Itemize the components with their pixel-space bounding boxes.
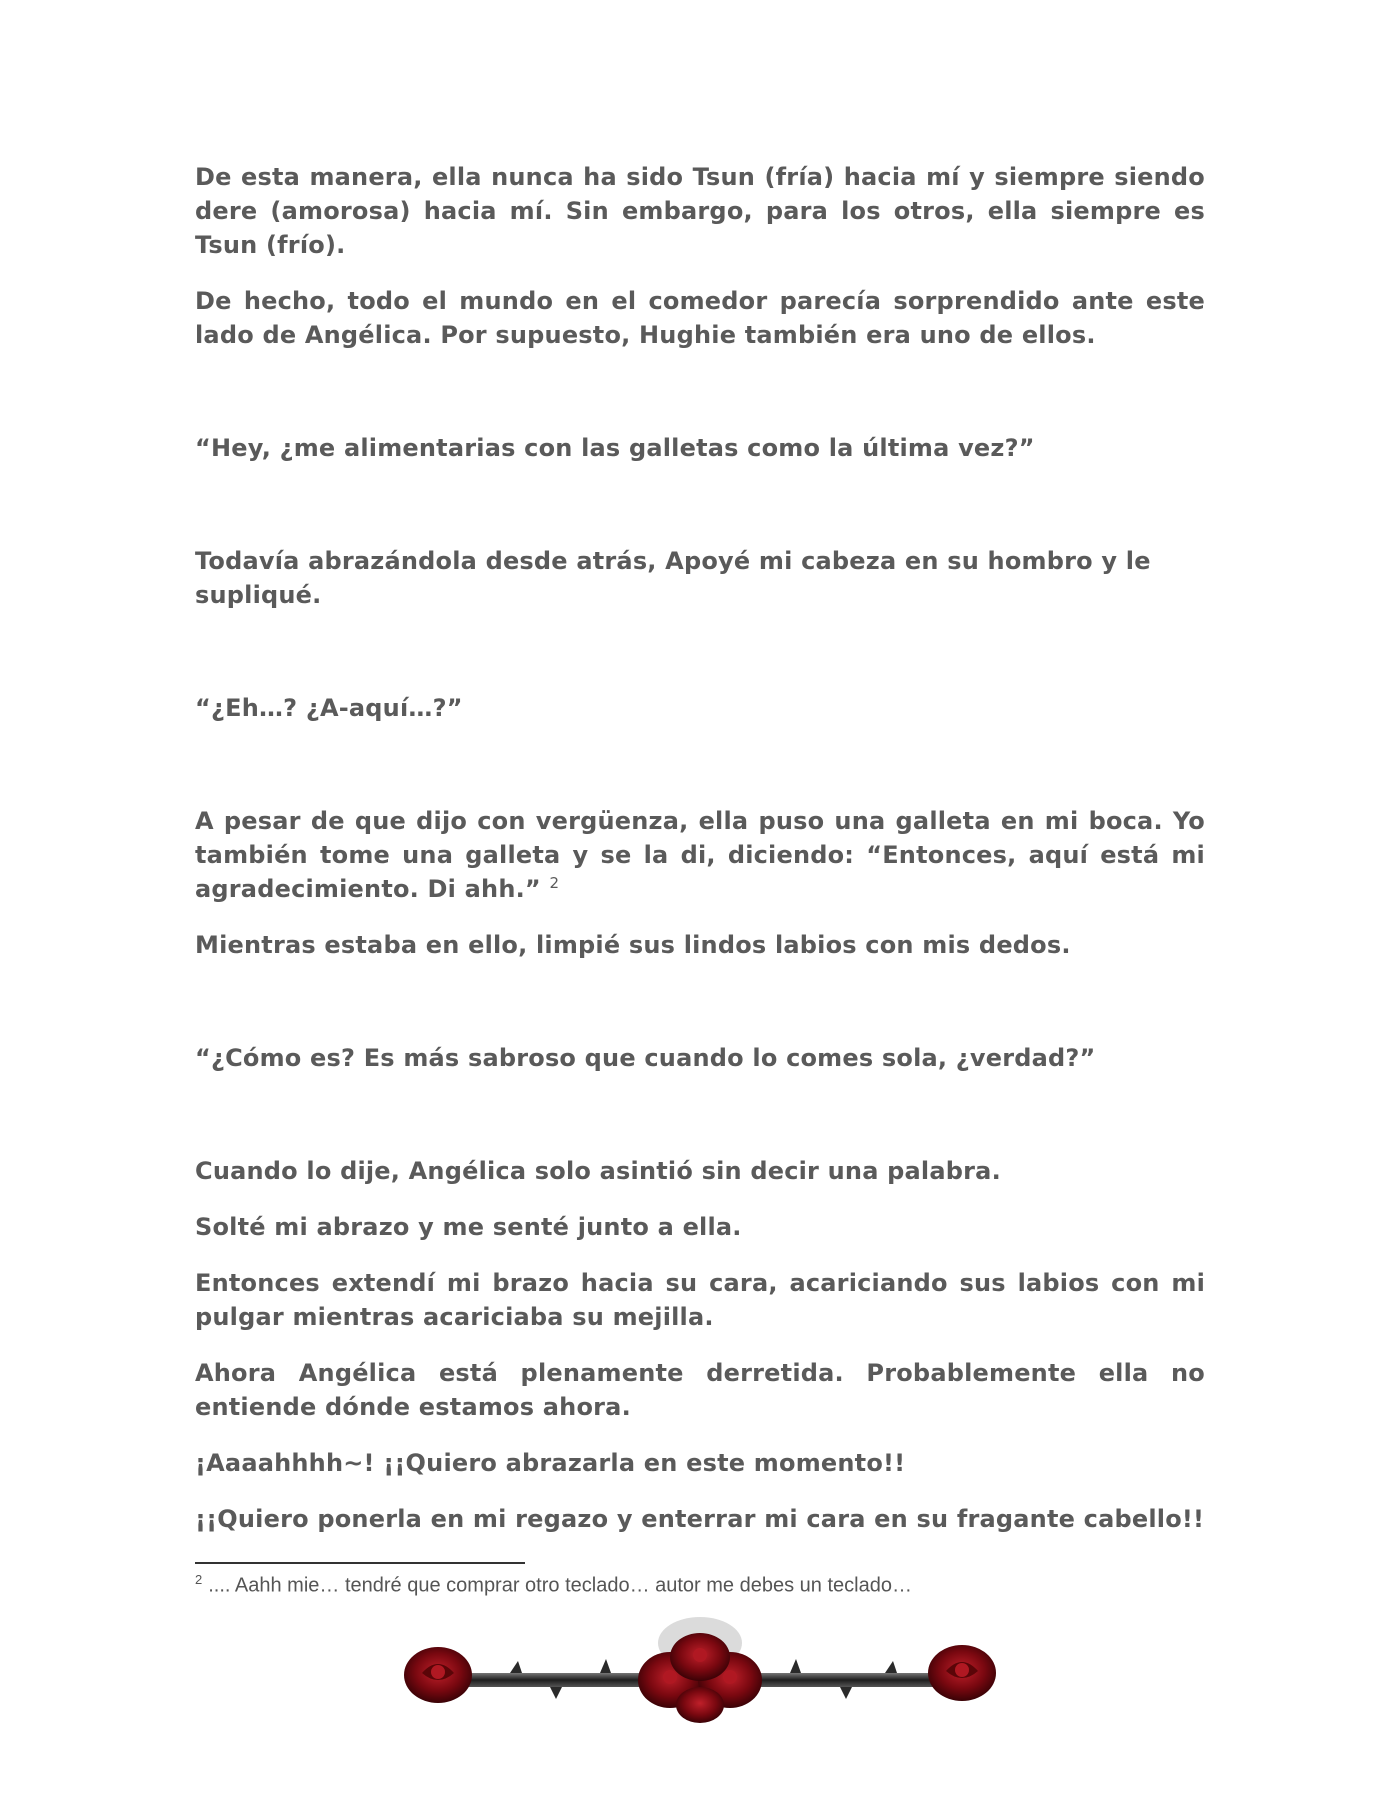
rose-left: [404, 1647, 472, 1703]
paragraph-text: A pesar de que dijo con vergüenza, ella puso una galleta en mi boca. Yo también tome una galleta y se la di, diciendo: “Entonces, aquí está mi agradecimiento. Di ahh.”: [195, 807, 1205, 903]
footnote-separator: [195, 1562, 525, 1564]
dialogue-line: “¿Eh…? ¿A-aquí…?”: [195, 694, 463, 722]
paragraph: Todavía abrazándola desde atrás, Apoyé mi cabeza en su hombro y le supliqué.: [195, 547, 1151, 609]
paragraph: Ahora Angélica está plenamente derretida. Probablemente ella no entiende dónde estamos ahora.: [195, 1359, 1205, 1421]
rose-center: [638, 1617, 762, 1723]
paragraph: ¡¡Quiero ponerla en mi regazo y enterrar mi cara en su fragante cabello!!: [195, 1505, 1205, 1533]
paragraph: Cuando lo dije, Angélica solo asintió sin decir una palabra.: [195, 1157, 1001, 1185]
document-body: [195, 160, 1205, 1536]
footnote: [195, 1572, 912, 1598]
footnote-text: .... Aahh mie… tendré que comprar otro teclado… autor me debes un teclado…: [208, 1574, 912, 1597]
paragraph: Entonces extendí mi brazo hacia su cara, acariciando sus labios con mi pulgar mientras acariciaba su mejilla.: [195, 1269, 1205, 1331]
dialogue-line: “Hey, ¿me alimentarias con las galletas como la última vez?”: [195, 434, 1035, 462]
rose-right: [928, 1645, 996, 1701]
dialogue-line: “¿Cómo es? Es más sabroso que cuando lo comes sola, ¿verdad?”: [195, 1044, 1096, 1072]
rose-divider-icon: [400, 1615, 1000, 1730]
paragraph-with-footnote: [195, 804, 1205, 906]
paragraph: Mientras estaba en ello, limpié sus lindos labios con mis dedos.: [195, 931, 1071, 959]
paragraph: ¡Aaaahhhh~! ¡¡Quiero abrazarla en este momento!!: [195, 1449, 906, 1477]
paragraph: Solté mi abrazo y me senté junto a ella.: [195, 1213, 742, 1241]
footnote-reference[interactable]: 2: [549, 874, 560, 892]
paragraph: De hecho, todo el mundo en el comedor parecía sorprendido ante este lado de Angélica. Por supuesto, Hughie también era uno de ellos.: [195, 287, 1205, 349]
paragraph: De esta manera, ella nunca ha sido Tsun (fría) hacia mí y siempre siendo dere (amorosa) hacia mí. Sin embargo, para los otros, ella siempre es Tsun (frío).: [195, 163, 1205, 259]
footnote-number: 2: [195, 1572, 203, 1587]
